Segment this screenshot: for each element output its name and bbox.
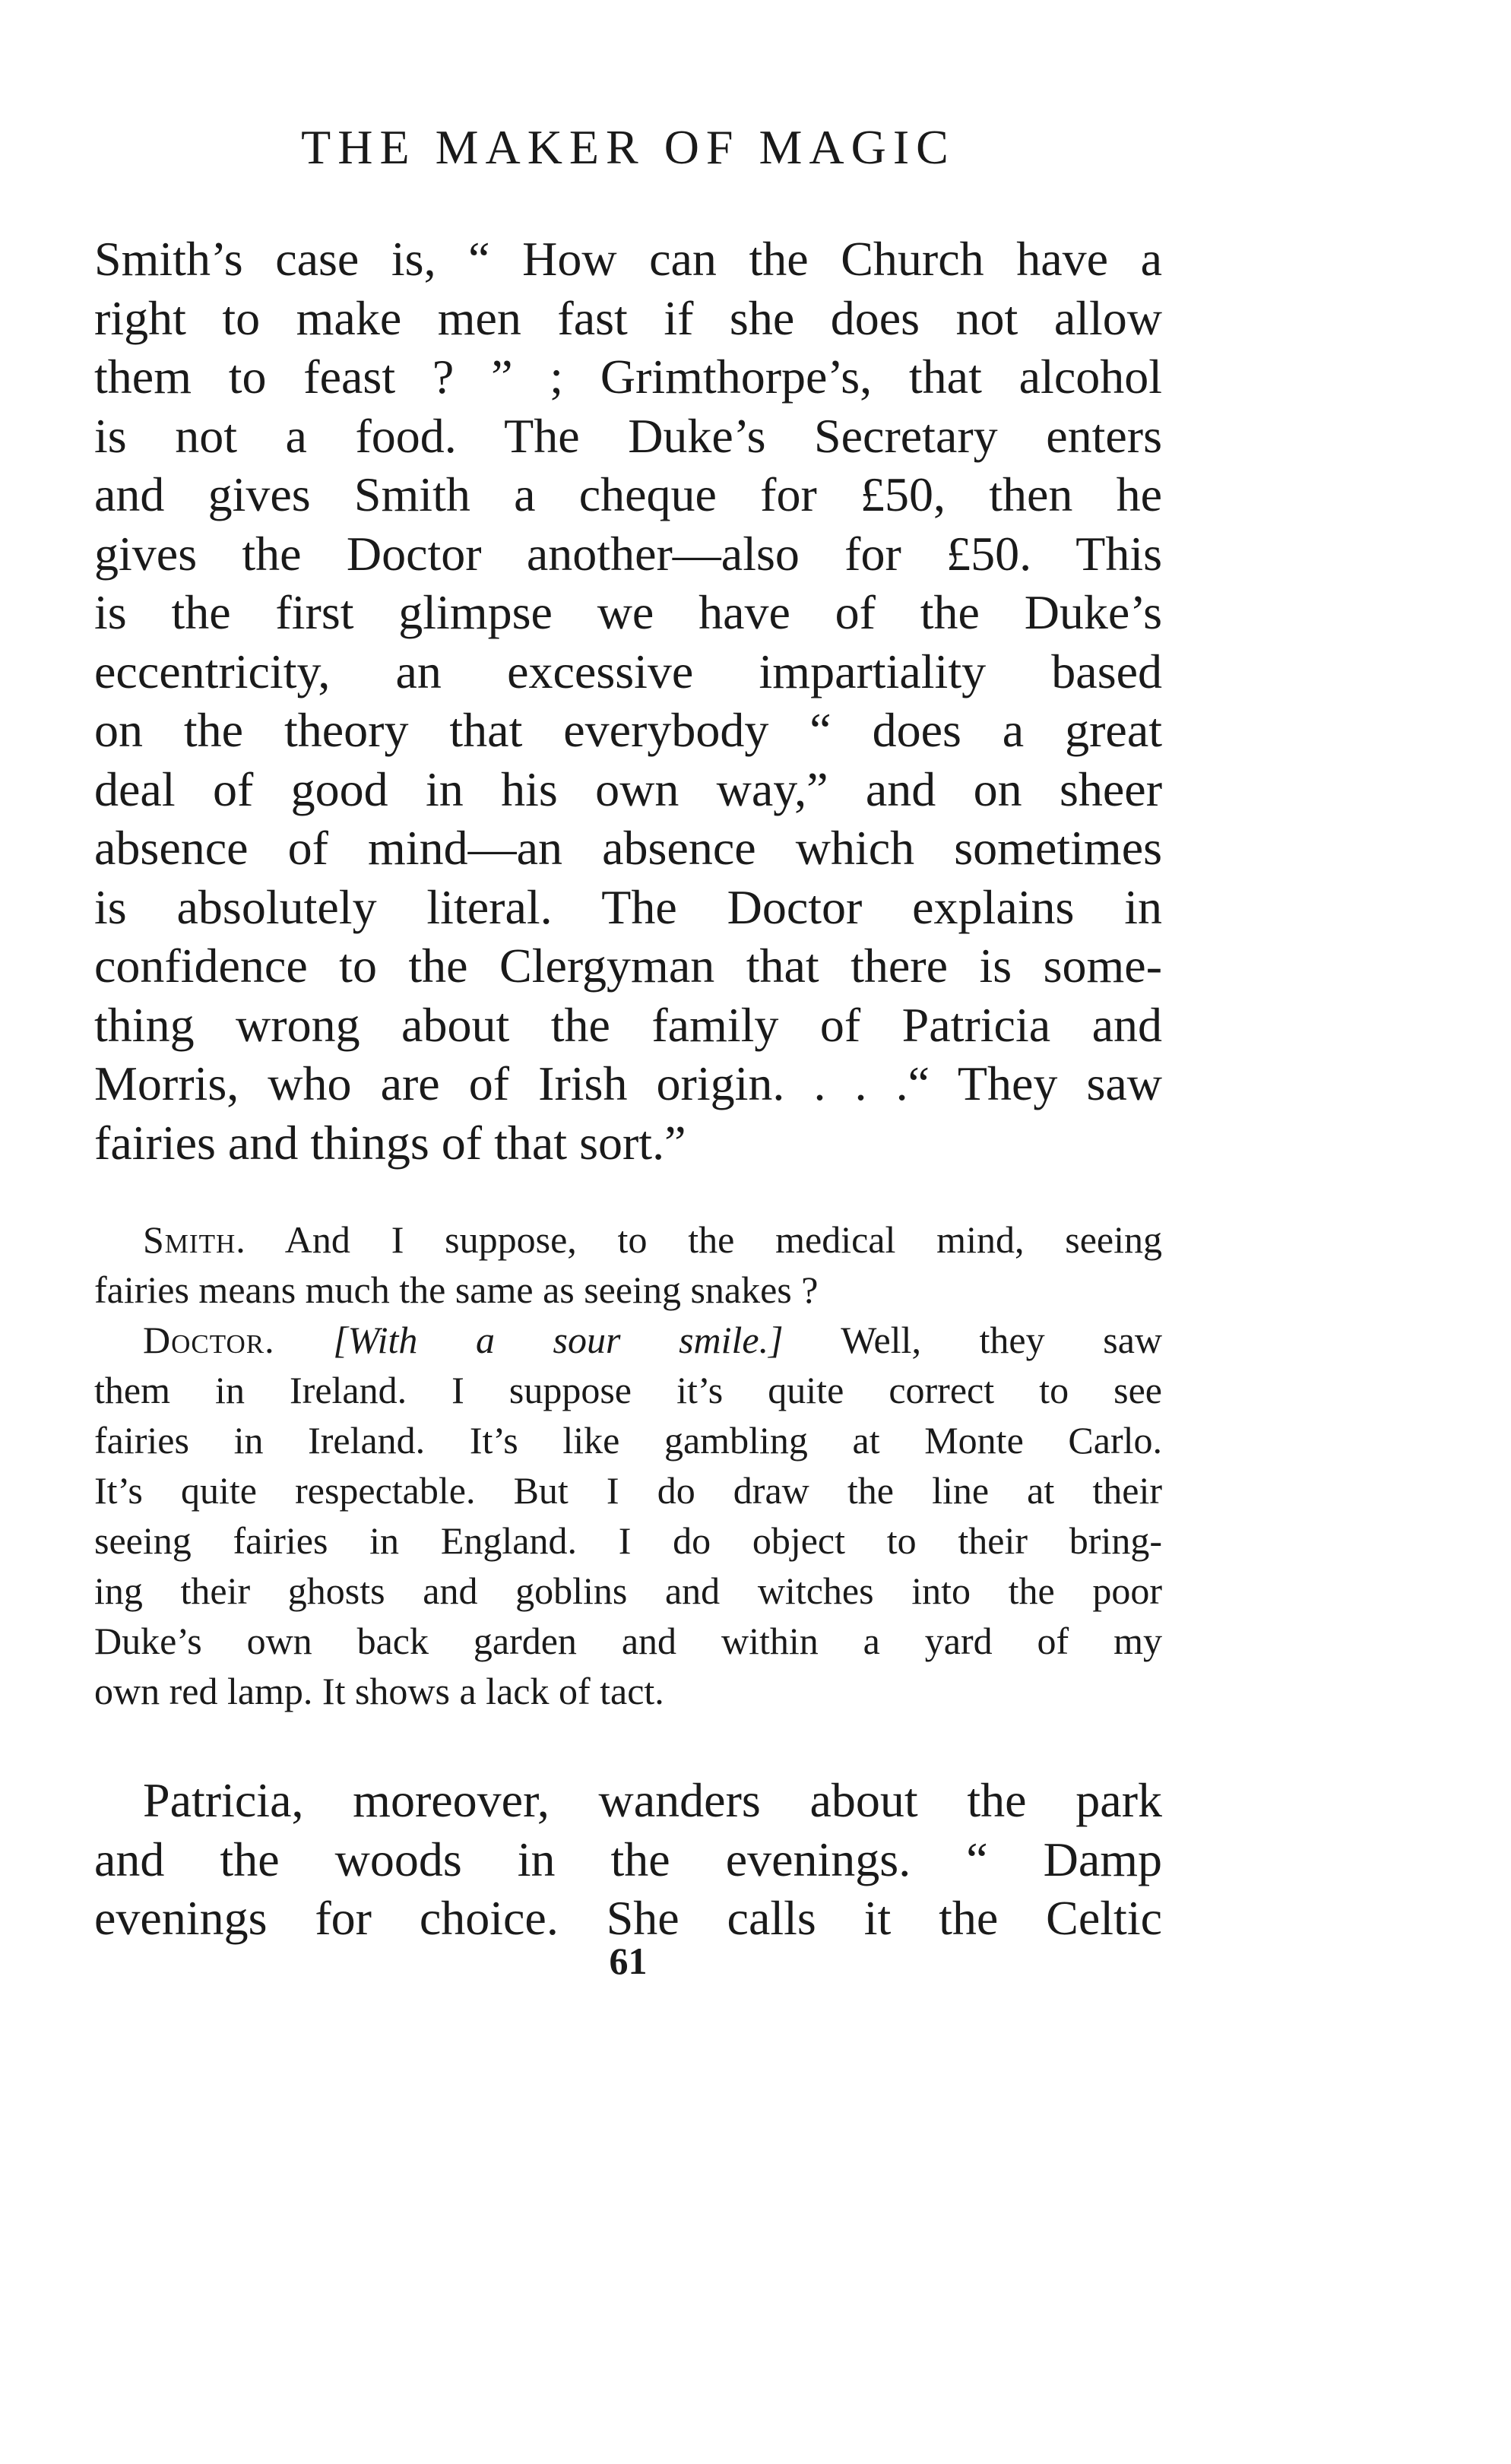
speech-line: It’s quite respectable. But I do draw the line at their <box>94 1469 1162 1512</box>
running-head: THE MAKER OF MAGIC <box>301 120 955 174</box>
text-line: eccentricity, an excessive impartiality based <box>94 644 1162 698</box>
stage-direction: [With a sour smile.] <box>333 1319 784 1361</box>
speech-first-line <box>94 1215 1162 1265</box>
text-line: and the woods in the evenings. “ Damp <box>94 1832 1162 1886</box>
text-line: confidence to the Clergyman that there is some- <box>94 939 1162 993</box>
speech-line: ing their ghosts and goblins and witches into the poor <box>94 1569 1162 1612</box>
dialogue-block <box>94 1215 1162 1716</box>
text-line: fairies and things of that sort.” <box>94 1115 686 1170</box>
speaker-name: Smith. <box>143 1218 246 1261</box>
speech-line: own red lamp. It shows a lack of tact. <box>94 1670 664 1712</box>
text-line: is the first glimpse we have of the Duke’s <box>94 585 1162 639</box>
text-line: Morris, who are of Irish origin. . . .“ They saw <box>94 1056 1162 1110</box>
speech-text: Well, they saw <box>841 1319 1162 1361</box>
text-line: and gives Smith a cheque for £50, then he <box>94 467 1162 521</box>
speech-smith <box>94 1215 1162 1315</box>
text-line: Smith’s case is, “ How can the Church have a <box>94 232 1162 286</box>
text-line: gives the Doctor another—also for £50. This <box>94 526 1162 581</box>
speech-line: Duke’s own back garden and within a yard of my <box>94 1620 1162 1662</box>
speech-line: fairies in Ireland. It’s like gambling at Monte Carlo. <box>94 1419 1162 1462</box>
text-line: on the theory that everybody “ does a great <box>94 703 1162 757</box>
speaker-name: Doctor. <box>143 1319 275 1361</box>
speech-line: them in Ireland. I suppose it’s quite correct to see <box>94 1369 1162 1411</box>
prose-paragraph <box>94 230 1162 1172</box>
text-line: thing wrong about the family of Patricia and <box>94 997 1162 1052</box>
text-line: is not a food. The Duke’s Secretary enters <box>94 408 1162 463</box>
text-line: Patricia, moreover, wanders about the park <box>143 1773 1162 1827</box>
text-line: them to feast ? ” ; Grimthorpe’s, that alcohol <box>94 350 1162 404</box>
text-line: absence of mind—an absence which sometimes <box>94 821 1162 875</box>
text-line: is absolutely literal. The Doctor explains in <box>94 879 1162 934</box>
speech-line: seeing fairies in England. I do object to their bring- <box>94 1519 1162 1562</box>
prose-paragraph-2 <box>94 1771 1162 1948</box>
speech-text: And I suppose, to the medical mind, seeing <box>284 1218 1162 1261</box>
text-line: evenings for choice. She calls it the Celtic <box>94 1891 1162 1945</box>
text-line: deal of good in his own way,” and on sheer <box>94 762 1162 816</box>
page-number: 61 <box>609 1940 648 1982</box>
text-line: right to make men fast if she does not allow <box>94 290 1162 345</box>
speech-first-line <box>94 1315 1162 1365</box>
speech-line: fairies means much the same as seeing snakes ? <box>94 1268 819 1311</box>
speech-doctor <box>94 1315 1162 1716</box>
